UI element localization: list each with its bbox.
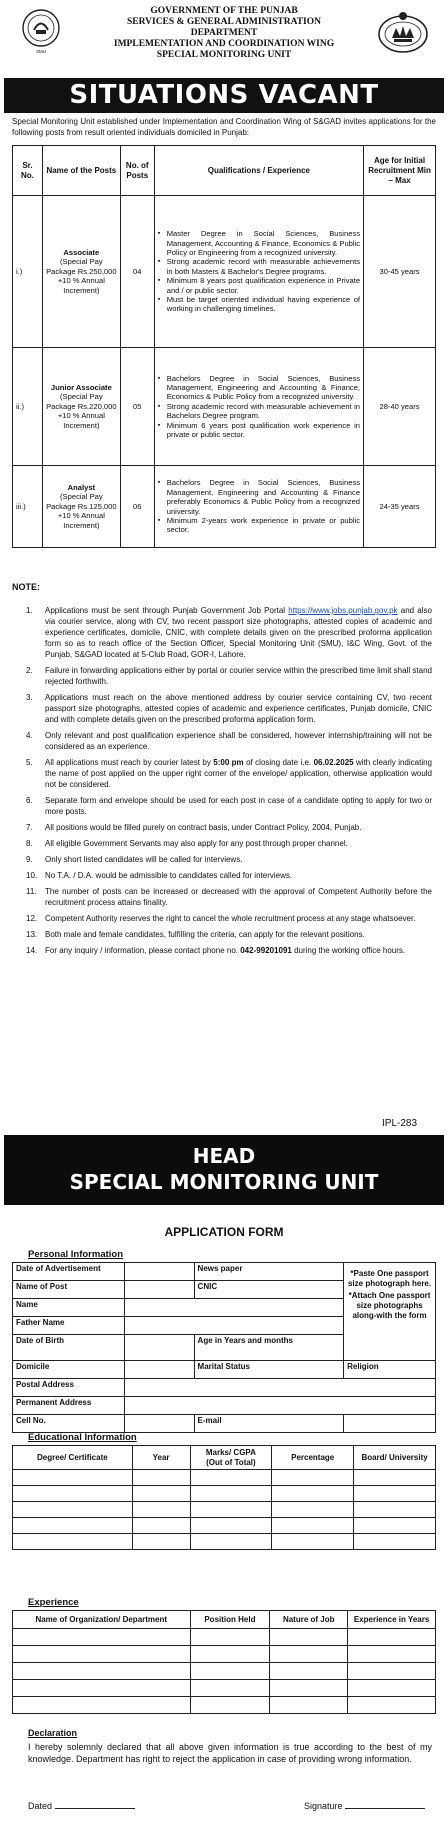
head-banner-line-1: HEAD xyxy=(192,1144,256,1168)
photo-instruction-1: *Paste One passport size photograph here. xyxy=(347,1269,432,1288)
permanent-address-field[interactable] xyxy=(124,1397,435,1415)
col-percentage: Percentage xyxy=(272,1446,354,1470)
smu-logo-icon xyxy=(14,6,68,62)
notes-list xyxy=(26,605,432,961)
note-text: Separate form and envelope should be used for each post in case of a candidate opting to apply for two or more posts. xyxy=(45,796,432,816)
marital-status-label: Marital Status xyxy=(194,1361,344,1379)
marks-sub-label: (Out of Total) xyxy=(206,1457,256,1467)
note-item: 13. Both male and female candidates, fulfilling the criteria, can apply for the relevant positions. xyxy=(26,930,365,939)
note-text: Only short listed candidates will be called for interviews. xyxy=(45,855,243,864)
table-row xyxy=(13,1379,436,1397)
note-item: 2. Failure in forwarding applications either by portal or courier service within the prescribed time limit shall stand rejected forthwith. xyxy=(26,666,432,686)
note-text: Both male and female candidates, fulfilling the criteria, can apply for the relevant positions. xyxy=(45,930,365,939)
cell-no-field[interactable] xyxy=(124,1415,194,1433)
col-organization: Name of Organization/ Department xyxy=(13,1611,191,1629)
education-heading: Educational Information xyxy=(28,1432,137,1443)
note-text: All eligible Government Servants may also apply for any post through proper channel. xyxy=(45,839,348,848)
notes-heading: NOTE: xyxy=(12,582,40,592)
post-pay: (Special Pay Package Rs.220,000 +10 % Annual Increment) xyxy=(46,392,117,430)
note-item: 4. Only relevant and post qualification experience shall be considered, however internship/training will not be considered as an experience. xyxy=(26,731,432,751)
cnic-label: CNIC xyxy=(194,1281,344,1299)
row-sr: ii.) xyxy=(13,348,43,466)
post-pay: (Special Pay Package Rs.125,000 +10 % Annual Increment) xyxy=(46,492,117,530)
qual-item: ▪ Minimum 8 years post qualification experience in Private and / or public sector. xyxy=(158,276,360,295)
dob-field[interactable] xyxy=(124,1335,194,1361)
cell-no-label: Cell No. xyxy=(13,1415,125,1433)
signature-label: Signature xyxy=(304,1801,343,1811)
postal-address-field[interactable] xyxy=(124,1379,435,1397)
postal-address-label: Postal Address xyxy=(13,1379,125,1397)
col-degree: Degree/ Certificate xyxy=(13,1446,133,1470)
row-age: 30-45 years xyxy=(364,196,436,348)
qual-item: ▪ Bachelors Degree in Social Sciences, Business Management, Engineering and Accounting & Finance, Economics & Public Policy from a recognized university. xyxy=(158,374,360,402)
header-line-5: SPECIAL MONITORING UNIT xyxy=(156,50,292,60)
declaration-heading: Declaration xyxy=(28,1728,78,1738)
date-adv-label: Date of Advertisement xyxy=(13,1263,125,1281)
qual-item: ▪ Must be target oriented individual having experience of working in challenging timelines. xyxy=(158,295,360,314)
photo-box[interactable] xyxy=(344,1263,436,1361)
ipl-number: IPL-283 xyxy=(382,1118,418,1129)
note-text: of closing date i.e. xyxy=(246,758,312,767)
dob-label: Date of Birth xyxy=(13,1335,125,1361)
note-item: 8. All eligible Government Servants may also apply for any post through proper channel. xyxy=(26,839,348,848)
punjab-seal-icon xyxy=(376,6,430,62)
head-banner-line-2: SPECIAL MONITORING UNIT xyxy=(69,1170,379,1194)
note-item: 12. Competent Authority reserves the right to cancel the whole recruitment process at any stage whatsoever. xyxy=(26,914,416,923)
header-line-2: SERVICES & GENERAL ADMINISTRATION xyxy=(126,17,322,27)
dated-label: Dated xyxy=(28,1801,53,1811)
row-count: 04 xyxy=(120,196,154,348)
domicile-field[interactable] xyxy=(124,1361,194,1379)
signature-field[interactable] xyxy=(345,1801,425,1809)
table-row[interactable] xyxy=(13,1663,436,1680)
col-marks xyxy=(190,1446,272,1470)
note-item: 11. The number of posts can be increased or decreased with the approval of Competent Authority before the recruitment process attains finality. xyxy=(26,887,432,907)
experience-header-row xyxy=(13,1611,436,1629)
row-quals xyxy=(154,196,363,348)
col-qualifications: Qualifications / Experience xyxy=(154,146,363,196)
col-experience-years: Experience in Years xyxy=(348,1611,436,1629)
name-label: Name xyxy=(13,1299,125,1317)
table-row[interactable] xyxy=(13,1697,436,1714)
col-post-count: No. of Posts xyxy=(120,146,154,196)
table-row[interactable] xyxy=(13,1629,436,1646)
note-text: and also via courier service, along with CV, two recent passport size photographs, attested copies of academic and experience certificates, domicile, CNIC, with complete details given on the prescribed proforma application form so as to reach office of the Section Officer, Special Monitoring Unit (SMU), I&C Wing, Govt. of the Punjab, S&GAD located at 5-Club Road, GOR-I, Lahore. xyxy=(45,606,432,659)
permanent-address-label: Permanent Address xyxy=(13,1397,125,1415)
personal-info-table xyxy=(12,1262,436,1433)
photo-instruction-2: *Attach One passport size photographs along-with the form xyxy=(348,1291,431,1320)
header-line-1: GOVERNMENT OF THE PUNJAB xyxy=(150,6,298,16)
col-position: Position Held xyxy=(190,1611,270,1629)
table-row[interactable] xyxy=(13,1680,436,1697)
qual-item: ▪ Master Degree in Social Sciences, Business Management, Accounting & Finance, Economics & Public Policy or Engineering from a recognized university. xyxy=(158,229,360,257)
note-item: 7. All positions would be filled purely on contract basis, under Contract Policy, 2004, Punjab. xyxy=(26,823,362,832)
row-post xyxy=(42,348,120,466)
post-name: Analyst xyxy=(67,482,96,492)
experience-table xyxy=(12,1610,436,1714)
row-age: 28-40 years xyxy=(364,348,436,466)
intro-paragraph: Special Monitoring Unit established under Implementation and Coordination Wing of S&GAD invites applications for the following posts from result oriented individuals domiciled in Punjab: xyxy=(12,117,436,137)
note-text: Only relevant and post qualification experience shall be considered, however internship/training will not be considered as an experience. xyxy=(45,731,432,751)
table-row xyxy=(13,348,436,466)
post-pay: (Special Pay Package Rs.250,000 +10 % Annual Increment) xyxy=(46,257,117,295)
table-row[interactable] xyxy=(13,1486,436,1502)
note-item: 9. Only short listed candidates will be called for interviews. xyxy=(26,855,243,864)
closing-date: 06.02.2025 xyxy=(313,758,354,767)
dated-row xyxy=(28,1801,135,1812)
logo-caption: SMU xyxy=(36,49,46,54)
marks-label: Marks/ CGPA xyxy=(205,1447,256,1457)
qual-item: ▪ Minimum 2-years work experience in private or public sector. xyxy=(158,516,360,535)
note-item: 10. No T.A. / D.A. would be admissible to candidates called for interviews. xyxy=(26,871,293,880)
header xyxy=(0,0,448,78)
situations-vacant-banner: SITUATIONS VACANT xyxy=(4,78,444,113)
note-text: Failure in forwarding applications either by portal or courier service within the prescribed time limit shall stand rejected forthwith. xyxy=(45,666,432,686)
note-text: Applications must be sent through Punjab Government Job Portal xyxy=(45,606,286,615)
row-count: 06 xyxy=(120,466,154,548)
name-of-post-label: Name of Post xyxy=(13,1281,125,1299)
note-text: Competent Authority reserves the right to cancel the whole recruitment process at any stage whatsoever. xyxy=(45,914,416,923)
note-text: with clearly indicating the name of post applied on the upper right corner of the envelope/ application, otherwise application would not be considered. xyxy=(45,758,432,789)
experience-heading: Experience xyxy=(28,1597,79,1608)
table-row[interactable] xyxy=(13,1502,436,1518)
note-text: All applications must reach by courier latest by xyxy=(45,758,211,767)
row-age: 24-35 years xyxy=(364,466,436,548)
note-text: The number of posts can be increased or decreased with the approval of Competent Authority before the recruitment process attains finality. xyxy=(45,887,432,907)
qual-item: ▪ Strong academic record with measurable achievements in both Masters & Bachelor's Degree programs. xyxy=(158,257,360,276)
note-text: All positions would be filled purely on contract basis, under Contract Policy, 2004, Punjab. xyxy=(45,823,362,832)
table-row xyxy=(13,1415,436,1433)
note-item: 1. Applications must be sent through Punjab Government Job Portal https://www.jobs.punjab.gov.pk and also via courier service, along with CV, two recent passport size photographs, attested copies of academic and experience certificates, domicile, CNIC, with complete details given on the prescribed proforma application form so as to reach office of the Section Officer, Special Monitoring Unit (SMU), I&C Wing, Govt. of the Punjab, S&GAD located at 5-Club Road, GOR-I, Lahore. xyxy=(26,606,432,659)
post-name: Junior Associate xyxy=(50,382,112,392)
name-field[interactable] xyxy=(124,1299,343,1317)
note-item: 6. Separate form and envelope should be used for each post in case of a candidate opting to apply for two or more posts. xyxy=(26,796,432,816)
qual-item: ▪ Strong academic record with measurable achievement in Bachelors Degree program. xyxy=(158,402,360,421)
col-year: Year xyxy=(132,1446,190,1470)
religion-label: Religion xyxy=(344,1361,436,1379)
table-row[interactable] xyxy=(13,1518,436,1534)
col-board: Board/ University xyxy=(354,1446,436,1470)
col-sr-no: Sr. No. xyxy=(13,146,43,196)
closing-time: 5:00 pm xyxy=(213,758,244,767)
personal-info-heading: Personal Information xyxy=(28,1249,124,1260)
posts-table xyxy=(12,145,436,548)
application-form-title: APPLICATION FORM xyxy=(164,1225,284,1239)
age-label: Age in Years and months xyxy=(194,1335,344,1361)
header-line-4: IMPLEMENTATION AND COORDINATION WING xyxy=(113,39,335,49)
table-row xyxy=(13,1263,436,1281)
domicile-label: Domicile xyxy=(13,1361,125,1379)
header-title xyxy=(80,6,368,61)
email-label: E-mail xyxy=(194,1415,344,1433)
table-row xyxy=(13,196,436,348)
post-name: Associate xyxy=(63,247,100,257)
father-name-field[interactable] xyxy=(124,1317,343,1335)
note-text: No T.A. / D.A. would be admissible to candidates called for interviews. xyxy=(45,871,293,880)
table-row[interactable] xyxy=(13,1534,436,1550)
col-age: Age for Initial Recruitment Min – Max xyxy=(364,146,436,196)
note-text: Applications must reach on the above mentioned address by courier service containing CV, two recent passport size photographs, attested copies of academic and experience certificates, Punjab domicile, CNIC and with complete details given on the prescribed proforma application form. xyxy=(45,693,432,724)
table-row xyxy=(13,466,436,548)
news-paper-label: News paper xyxy=(194,1263,344,1281)
education-table xyxy=(12,1445,436,1550)
table-row[interactable] xyxy=(13,1646,436,1663)
row-sr: i.) xyxy=(13,196,43,348)
col-nature-of-job: Nature of Job xyxy=(270,1611,348,1629)
qual-item: ▪ Minimum 6 years post qualification work experience in private or public sector. xyxy=(158,421,360,440)
header-line-3: DEPARTMENT xyxy=(190,28,258,38)
head-banner xyxy=(4,1135,444,1205)
table-row xyxy=(13,1361,436,1379)
note-item: 3. Applications must reach on the above mentioned address by courier service containing CV, two recent passport size photographs, attested copies of academic and experience certificates, Punjab domicile, CNIC and with complete details given on the prescribed proforma application form. xyxy=(26,693,432,724)
note-item: 14. For any inquiry / information, please contact phone no. 042-99201091 during the working office hours. xyxy=(26,946,406,955)
jobs-portal-link[interactable]: https://www.jobs.punjab.gov.pk xyxy=(288,606,398,615)
note-text: For any inquiry / information, please contact phone no. xyxy=(45,946,238,955)
table-row[interactable] xyxy=(13,1470,436,1486)
row-sr: iii.) xyxy=(13,466,43,548)
table-row xyxy=(13,1397,436,1415)
email-field[interactable] xyxy=(344,1415,436,1433)
row-post xyxy=(42,466,120,548)
date-adv-field[interactable] xyxy=(124,1263,194,1281)
education-header-row xyxy=(13,1446,436,1470)
note-item: 5. All applications must reach by courier latest by 5:00 pm of closing date i.e. 06.02.2025 with clearly indicating the name of post applied on the upper right corner of the envelope/ application, otherwise application would not be considered. xyxy=(26,758,432,789)
note-text: during the working office hours. xyxy=(294,946,406,955)
signature-row xyxy=(304,1801,425,1812)
father-name-label: Father Name xyxy=(13,1317,125,1335)
col-post-name: Name of the Posts xyxy=(42,146,120,196)
row-quals xyxy=(154,348,363,466)
dated-field[interactable] xyxy=(55,1801,135,1809)
row-quals xyxy=(154,466,363,548)
posts-table-header xyxy=(13,146,436,196)
name-of-post-field[interactable] xyxy=(124,1281,194,1299)
declaration-text: I hereby solemnly declared that all above given information is true according to the best of my knowledge. Department has right to reject the application in case of providing wrong information. xyxy=(28,1742,432,1764)
qual-item: ▪ Bachelors Degree in Social Sciences, Business Management, Engineering and Accounting & Finance preferably Economics & Public Policy from a recognized university. xyxy=(158,478,360,516)
contact-phone: 042-99201091 xyxy=(240,946,292,955)
row-post xyxy=(42,196,120,348)
row-count: 05 xyxy=(120,348,154,466)
